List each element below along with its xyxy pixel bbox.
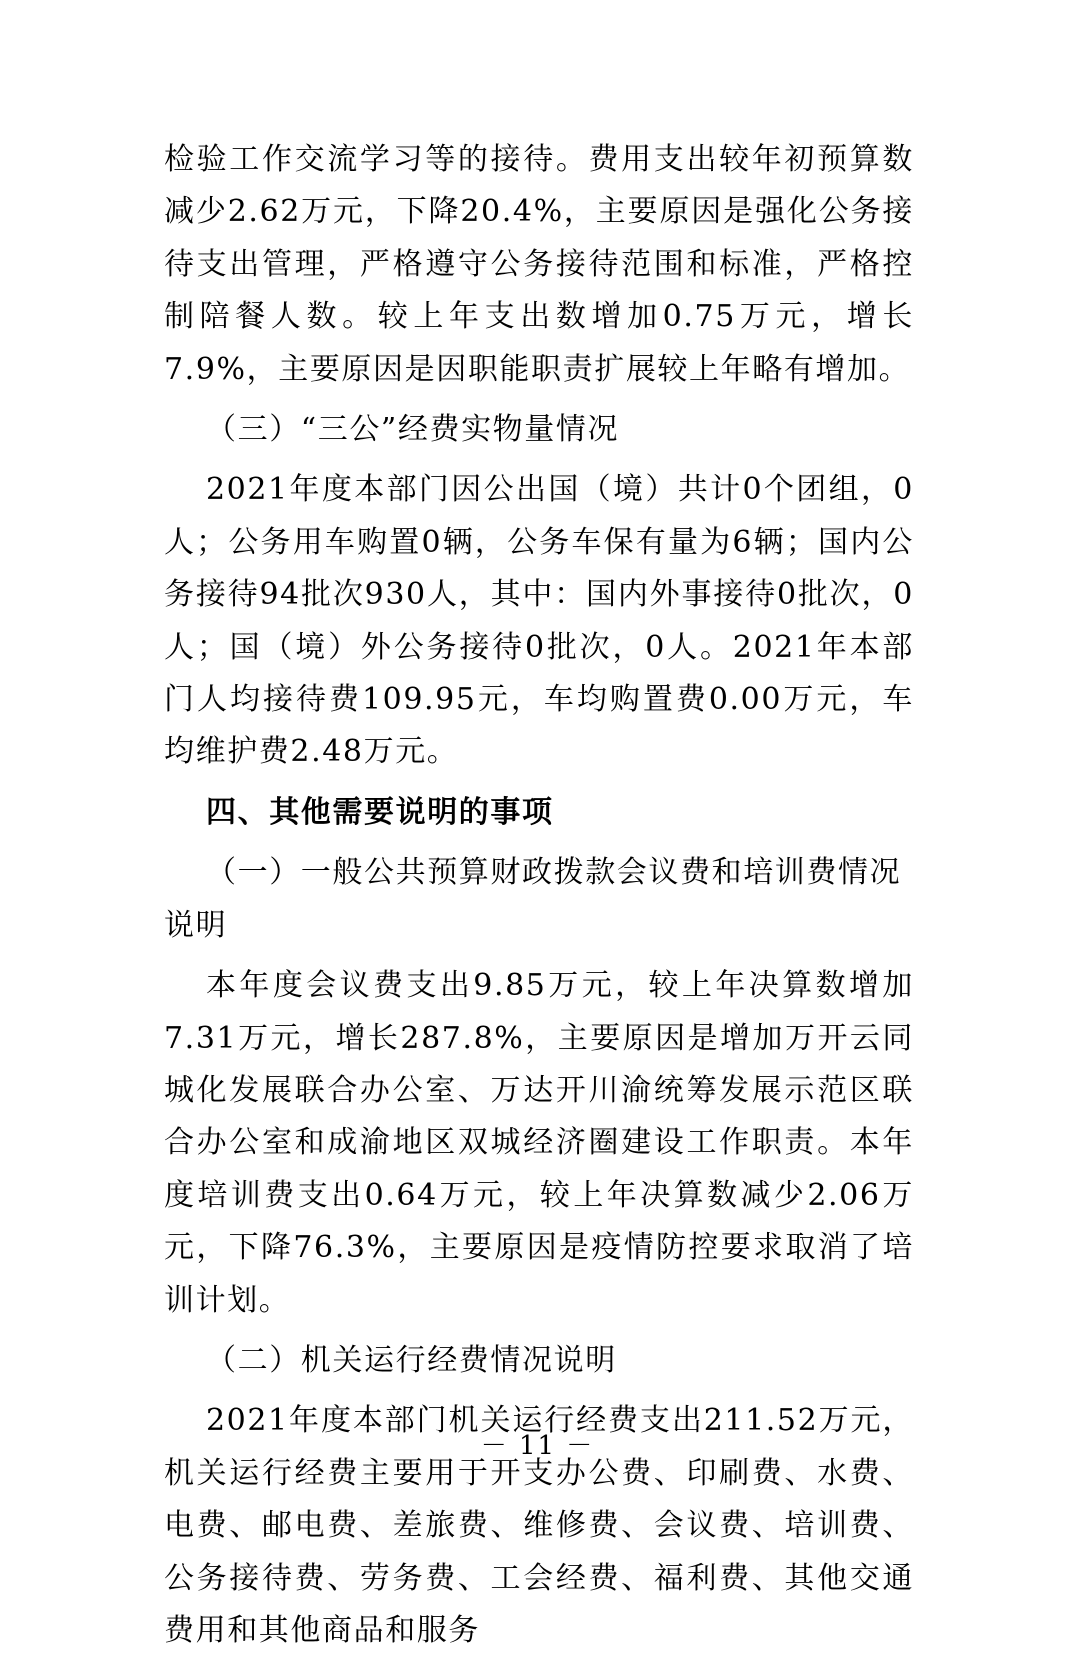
paragraph-operating-expenses: 2021年度本部门机关运行经费支出211.52万元，机关运行经费主要用于开支办公费、印刷费、水费、电费、邮电费、差旅费、维修费、会议费、培训费、公务接待费、劳务费、工会经费、福利费、其他交通费用和其他商品和服务	[164, 1403, 914, 1648]
page-number: － 11 －	[480, 1431, 595, 1461]
heading-other-matters: 四、其他需要说明的事项	[206, 794, 554, 830]
paragraph-meeting-training-fees: 本年度会议费支出9.85万元，较上年决算数增加7.31万元，增长287.8%，主要原因是增加万开云同城化发展联合办公室、万达开川渝统筹发展示范区联合办公室和成渝地区双城经济圈建设工作职责。本年度培训费支出0.64万元，较上年决算数减少2.06万元，下降76.3%，主要原因是疫情防控要求取消了培训计划。	[164, 968, 914, 1318]
paragraph-three-public-quantity: 2021年度本部门因公出国（境）共计0个团组，0人；公务用车购置0辆，公务车保有量为6辆；国内公务接待94批次930人，其中：国内外事接待0批次，0人；国（境）外公务接待0批次，0人。2021年本部门人均接待费109.95元，车均购置费0.00万元，车均维护费2.48万元。	[164, 472, 914, 770]
subheading-meeting-training-fees: （一）一般公共预算财政拨款会议费和培训费情况说明	[164, 855, 902, 943]
paragraph-reception-expense: 检验工作交流学习等的接待。费用支出较年初预算数减少2.62万元，下降20.4%，主要原因是强化公务接待支出管理，严格遵守公务接待范围和标准，严格控制陪餐人数。较上年支出数增加0.75万元，增长7.9%，主要原因是因职能职责扩展较上年略有增加。	[164, 142, 914, 387]
subheading-operating-expenses: （二）机关运行经费情况说明	[206, 1342, 617, 1378]
subheading-three-public-quantity: （三）“三公”经费实物量情况	[206, 412, 620, 448]
